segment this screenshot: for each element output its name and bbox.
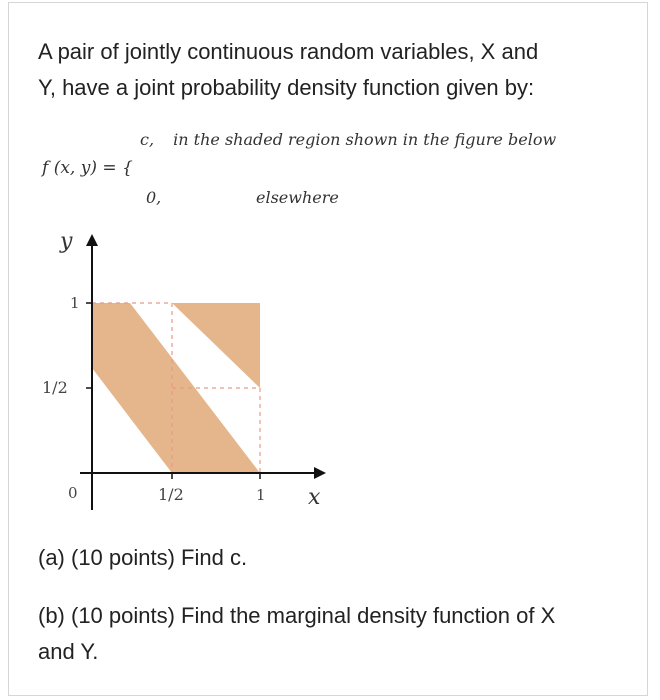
y-axis-label: y <box>60 229 73 254</box>
pdf-case-1-value: c, <box>140 130 155 149</box>
pdf-case-2-condition: elsewhere <box>256 188 339 207</box>
origin-label: 0 <box>68 484 78 502</box>
x-tick-label-1: 1 <box>256 486 266 504</box>
y-tick-label-1: 1 <box>70 294 80 312</box>
x-tick-label-half: 1/2 <box>158 485 184 504</box>
y-axis-arrow-icon <box>86 234 98 246</box>
pdf-case-1 <box>140 130 556 149</box>
intro-line-1: A pair of jointly continuous random variables, X and <box>38 39 539 64</box>
pdf-case-1-condition: in the shaded region shown in the figure below <box>173 130 557 149</box>
pdf-lhs: f (x, y) = { <box>42 158 133 178</box>
x-axis-arrow-icon <box>314 467 326 479</box>
question-b-line-2: and Y. <box>38 639 99 664</box>
intro-line-2: Y, have a joint probability density function given by: <box>38 75 535 100</box>
x-axis-label: x <box>308 485 321 510</box>
question-a: (a) (10 points) Find c. <box>38 545 248 570</box>
question-b-line-1: (b) (10 points) Find the marginal density function of X <box>38 603 556 628</box>
problem-intro <box>38 34 638 106</box>
question-b <box>38 598 638 670</box>
region-figure <box>20 220 360 520</box>
y-tick-label-half: 1/2 <box>42 378 68 397</box>
pdf-case-2-value: 0, <box>146 188 162 207</box>
